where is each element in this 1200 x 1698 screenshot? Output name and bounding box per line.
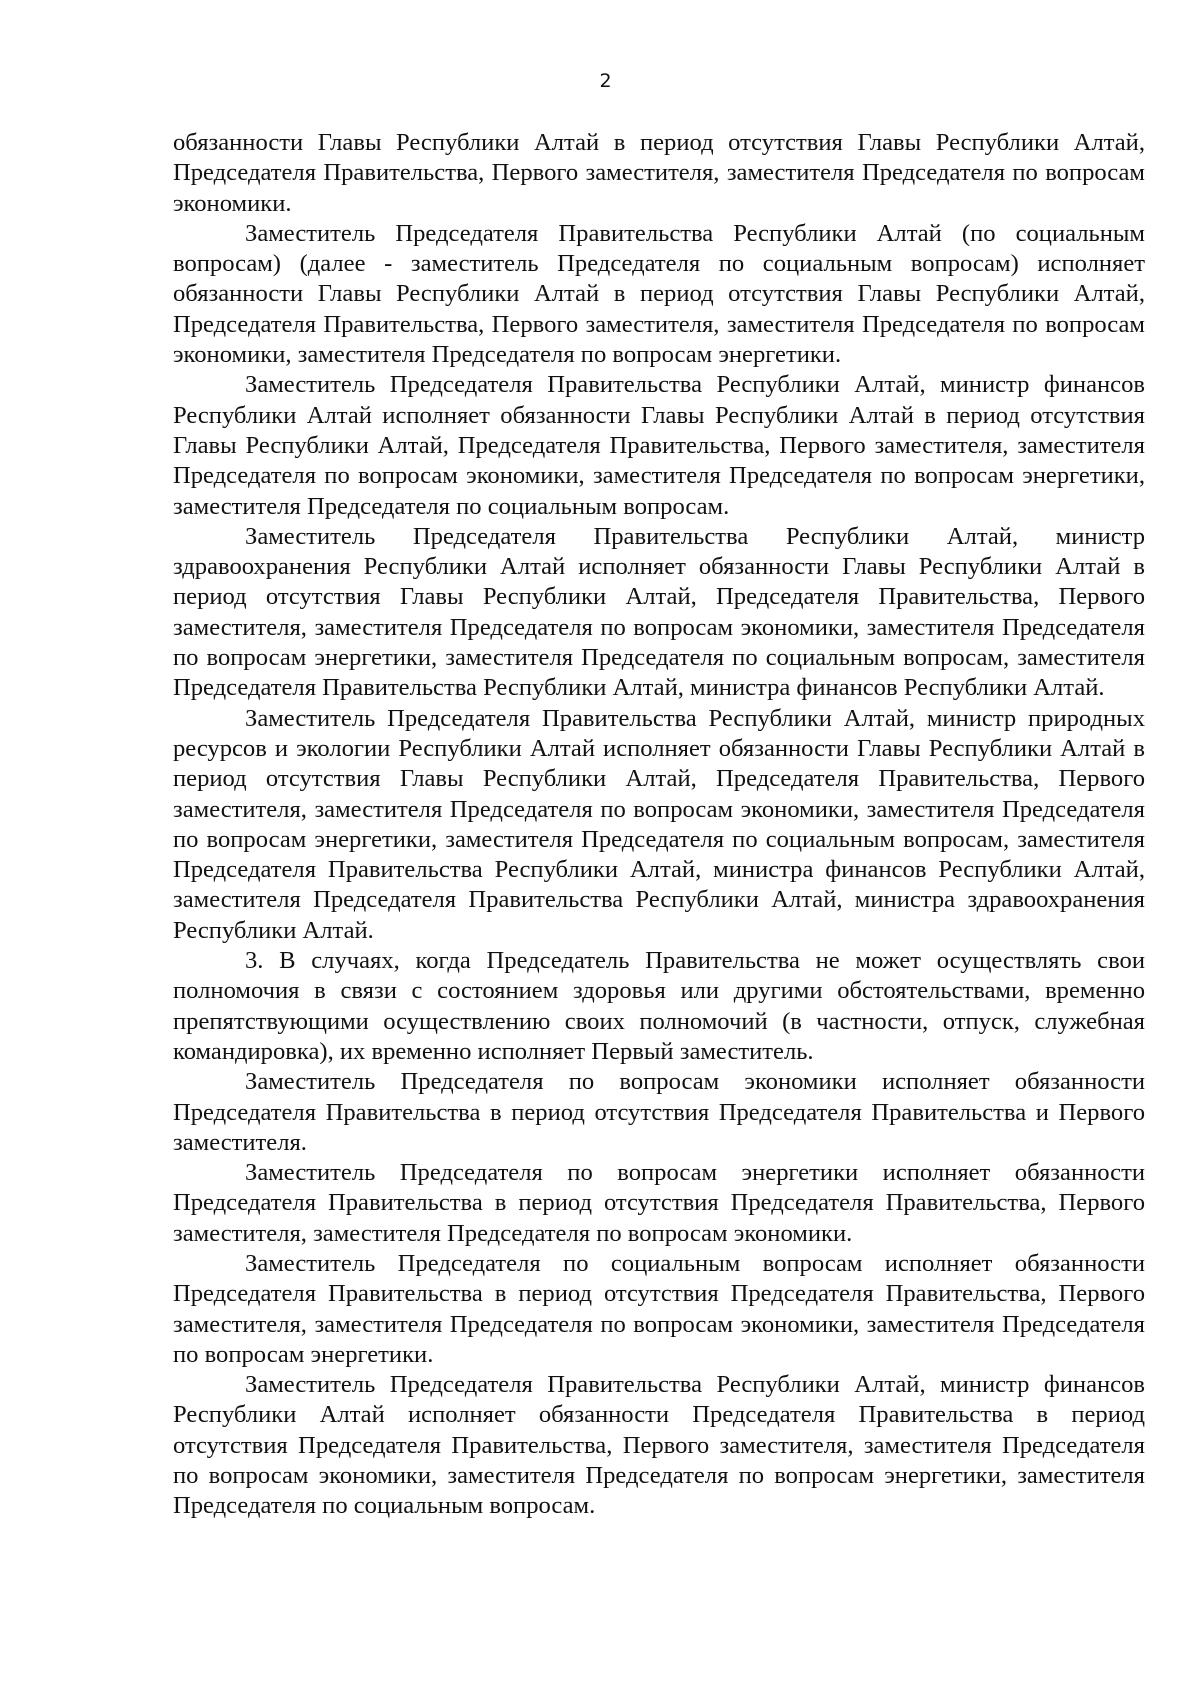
paragraph-continuation: обязанности Главы Республики Алтай в период отсутствия Главы Республики Алтай, Председателя Правительства, Первого заместителя, заместителя Председателя по вопросам экономики. (173, 129, 1145, 217)
paragraph-social-deputy: Заместитель Председателя Правительства Республики Алтай (по социальным вопросам) (далее - заместитель Председателя по социальным вопросам) исполняет обязанности Главы Республики Алтай в период отсутствия Главы Республики Алтай, Председателя Правительства, Первого заместителя, заместителя Председателя по вопросам экономики, заместителя Председателя по вопросам энергетики. (173, 219, 1145, 369)
page-number: 2 (599, 70, 612, 92)
document-body (173, 128, 1145, 1522)
paragraph-energy-deputy: Заместитель Председателя по вопросам энергетики исполняет обязанности Председателя Правительства в период отсутствия Председателя Правительства, Первого заместителя, заместителя Председателя по вопросам экономики. (173, 1159, 1145, 1247)
paragraph-item-3: 3. В случаях, когда Председатель Правительства не может осуществлять свои полномочия в связи с состоянием здоровья или другими обстоятельствами, временно препятствующими осуществлению своих полномочий (в частности, отпуск, служебная командировка), их временно исполняет Первый заместитель. (173, 947, 1145, 1065)
paragraph-social-deputy-chairman: Заместитель Председателя по социальным вопросам исполняет обязанности Председателя Правительства в период отсутствия Председателя Правительства, Первого заместителя, заместителя Председателя по вопросам экономики, заместителя Председателя по вопросам энергетики. (173, 1249, 1145, 1368)
paragraph-finance-minister-chairman: Заместитель Председателя Правительства Республики Алтай, министр финансов Республики Алтай исполняет обязанности Председателя Правительства в период отсутствия Председателя Правительства, Первого заместителя, заместителя Председателя по вопросам экономики, заместителя Председателя по вопросам энергетики, заместителя Председателя по социальным вопросам. (173, 1371, 1145, 1520)
paragraph-ecology-minister: Заместитель Председателя Правительства Республики Алтай, министр природных ресурсов и экологии Республики Алтай исполняет обязанности Главы Республики Алтай в период отсутствия Главы Республики Алтай, Председателя Правительства, Первого заместителя, заместителя Председателя по вопросам экономики, заместителя Председателя по вопросам энергетики, заместителя Председателя по социальным вопросам, заместителя Председателя Правительства Республики Алтай, министра финансов Республики Алтай, заместителя Председателя Правительства Республики Алтай, министра здравоохранения Республики Алтай. (173, 704, 1145, 944)
paragraph-finance-minister: Заместитель Председателя Правительства Республики Алтай, министр финансов Республики Алтай исполняет обязанности Главы Республики Алтай в период отсутствия Главы Республики Алтай, Председателя Правительства, Первого заместителя, заместителя Председателя по вопросам экономики, заместителя Председателя по вопросам энергетики, заместителя Председателя по социальным вопросам. (173, 371, 1145, 520)
paragraph-economy-deputy: Заместитель Председателя по вопросам экономики исполняет обязанности Председателя Правительства в период отсутствия Председателя Правительства и Первого заместителя. (173, 1068, 1145, 1156)
paragraph-health-minister: Заместитель Председателя Правительства Республики Алтай, министр здравоохранения Республики Алтай исполняет обязанности Главы Республики Алтай в период отсутствия Главы Республики Алтай, Председателя Правительства, Первого заместителя, заместителя Председателя по вопросам экономики, заместителя Председателя по вопросам энергетики, заместителя Председателя по социальным вопросам, заместителя Председателя Правительства Республики Алтай, министра финансов Республики Алтай. (173, 522, 1145, 702)
